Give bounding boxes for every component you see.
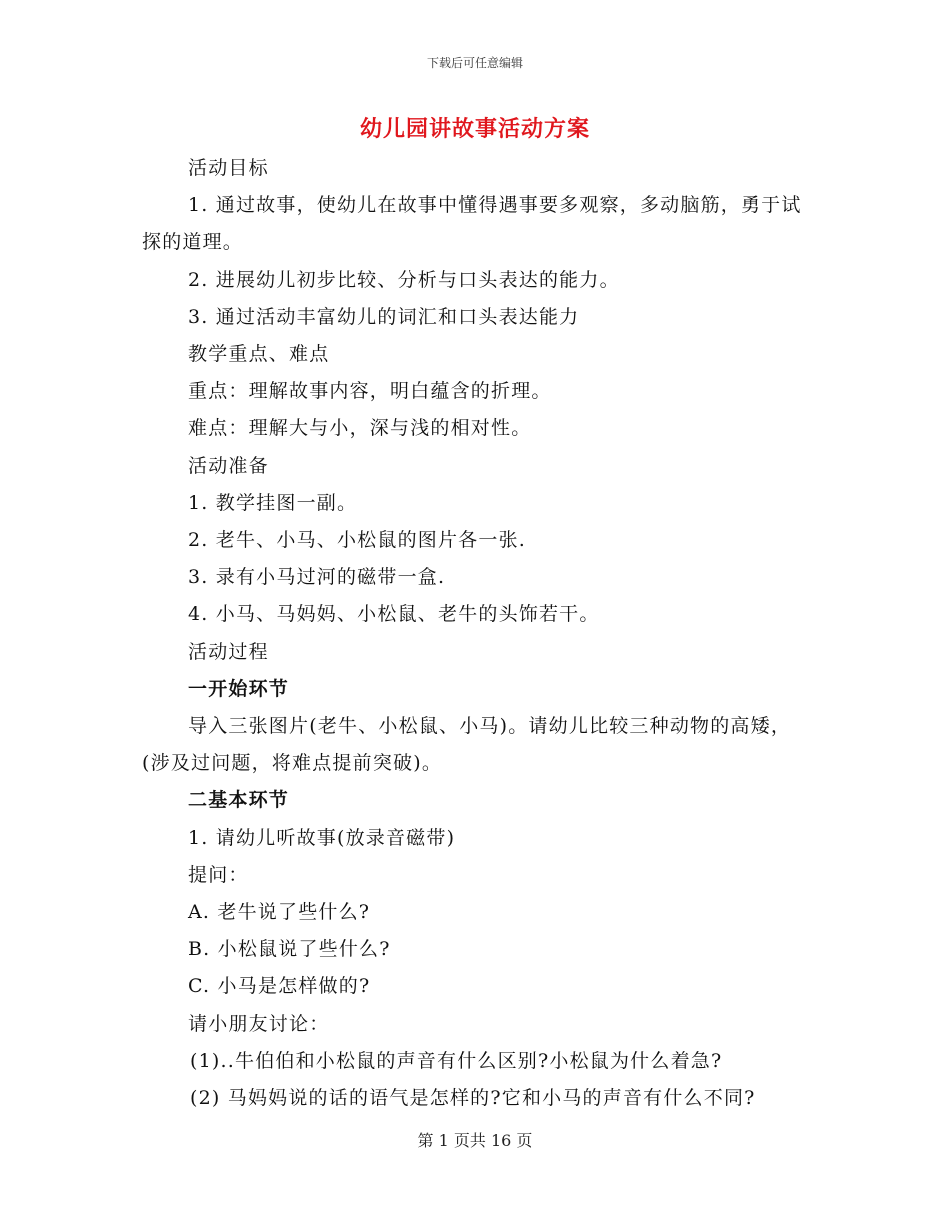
discussion-item-1: (1)..牛伯伯和小松鼠的声音有什么区别?小松鼠为什么着急? [190, 1049, 723, 1072]
section-heading-preparation: 活动准备 [188, 454, 269, 477]
basic-step-1: 1. 请幼儿听故事(放录音磁带) [188, 826, 456, 849]
goal-item-2: 2. 进展幼儿初步比较、分析与口头表达的能力。 [188, 268, 620, 291]
document-title: 幼儿园讲故事活动方案 [359, 116, 590, 142]
key-point-difficulty: 难点：理解大与小，深与浅的相对性。 [188, 417, 532, 440]
key-point-focus: 重点：理解故事内容，明白蕴含的折理。 [188, 380, 552, 403]
goal-item-3: 3. 通过活动丰富幼儿的词汇和口头表达能力 [188, 305, 580, 328]
prep-item-2: 2. 老牛、小马、小松鼠的图片各一张. [188, 529, 527, 552]
prep-item-4: 4. 小马、马妈妈、小松鼠、老牛的头饰若干。 [188, 603, 600, 626]
section-heading-key-points: 教学重点、难点 [188, 343, 330, 366]
prep-item-3: 3. 录有小马过河的磁带一盒. [188, 566, 446, 589]
opening-paragraph: 导入三张图片(老牛、小松鼠、小马)。请幼儿比较三种动物的高矮，(涉及过问题，将难点提前突破)。 [142, 715, 792, 775]
question-a: A. 老牛说了些什么? [188, 901, 371, 924]
discussion-intro: 请小朋友讨论： [188, 1012, 330, 1035]
subheading-basic: 二基本环节 [188, 789, 290, 812]
document-body [142, 150, 806, 1117]
page-number: 第 1 页共 16 页 [417, 1131, 533, 1150]
section-heading-process: 活动过程 [188, 640, 269, 663]
question-b: B. 小松鼠说了些什么? [188, 938, 391, 961]
section-heading-goals: 活动目标 [188, 157, 269, 179]
question-intro: 提问： [188, 863, 249, 886]
page-header-note: 下载后可任意编辑 [426, 56, 523, 70]
subheading-opening: 一开始环节 [188, 677, 290, 700]
prep-item-1: 1. 教学挂图一副。 [188, 491, 358, 514]
goal-item-1: 1. 通过故事，使幼儿在故事中懂得遇事要多观察，多动脑筋，勇于试探的道理。 [142, 194, 802, 254]
discussion-item-2: (2) 马妈妈说的话的语气是怎样的?它和小马的声音有什么不同? [190, 1087, 756, 1110]
question-c: C. 小马是怎样做的? [188, 975, 371, 998]
